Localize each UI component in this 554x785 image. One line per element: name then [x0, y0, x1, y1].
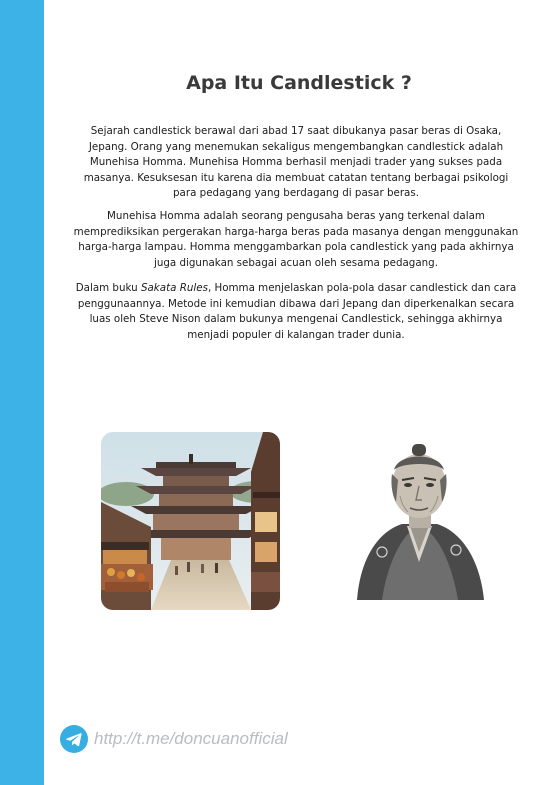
- paragraph-history: Sejarah candlestick berawal dari abad 17 saat dibukanya pasar beras di Osaka, Jepang. Orang yang menemukan sekaligus mengembangkan candlestick adalah Munehisa Homma. Munehisa Homma berhasil menjadi trader yang sukses pada masanya. Kesuksesan itu karena dia membuat catatan tentang berbagai psikologi para pedagang yang berdagang di pasar beras.: [83, 125, 509, 199]
- footer-link-row[interactable]: [60, 725, 288, 753]
- paragraph-homma: Munehisa Homma adalah seorang pengusaha beras yang terkenal dalam memprediksikan pergerakan harga-harga beras pada masanya dengan menggunakan harga-harga lampau. Homma menggambarkan pola candlestick yang pada akhirnya juga digunakan sebagai acuan oleh sesama pedagang.: [73, 210, 519, 269]
- homma-portrait-illustration: [352, 440, 487, 600]
- osaka-market-illustration: [101, 432, 280, 610]
- book-title: Sakata Rules: [140, 282, 208, 294]
- side-accent-bar: [0, 0, 44, 785]
- osaka-market-photo: [101, 432, 280, 610]
- munehisa-homma-portrait: [352, 440, 487, 600]
- page-title: Apa Itu Candlestick ?: [186, 72, 412, 94]
- telegram-icon[interactable]: [60, 725, 88, 753]
- telegram-link[interactable]: http://t.me/doncuanofficial: [94, 729, 288, 748]
- paragraph-sakata-rules: Dalam buku Sakata Rules, Homma menjelaskan pola-pola dasar candlestick dan cara penggunaannya. Metode ini kemudian dibawa dari Jepang dan diperkenalkan secara luas oleh Steve Nison dalam bukunya mengenai Candlestick, sehingga akhirnya menjadi populer di kalangan trader dunia.: [75, 282, 517, 341]
